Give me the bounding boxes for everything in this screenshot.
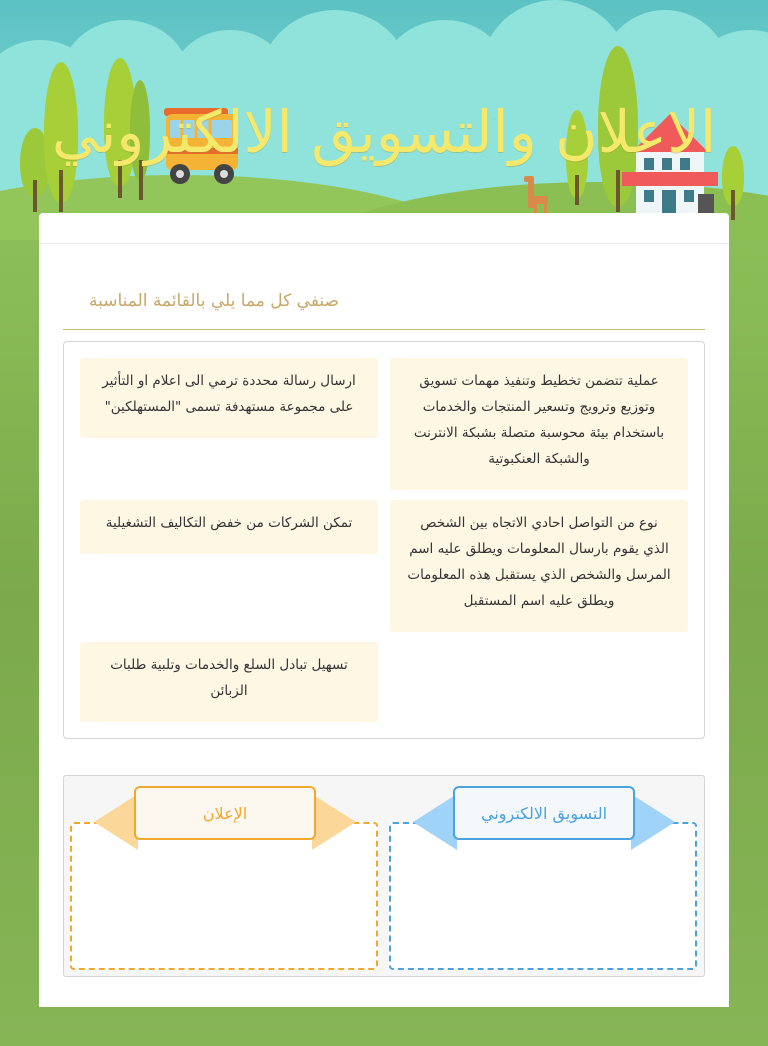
draggable-item[interactable]: نوع من التواصل احادي الاتجاه بين الشخص الذي يقوم بارسال المعلومات ويطلق عليه اسم المرسل والشخص الذي يستقبل هذه المعلومات ويطلق عليه اسم المستقبل bbox=[390, 500, 688, 632]
header-banner bbox=[0, 0, 768, 240]
draggable-item[interactable]: ارسال رسالة محددة ترمي الى اعلام او التأثير على مجموعة مستهدفة تسمى "المستهلكين" bbox=[80, 358, 378, 438]
question-text: صنفي كل مما يلي بالقائمة المناسبة bbox=[88, 291, 339, 311]
items-pool bbox=[63, 341, 705, 739]
draggable-item[interactable]: تسهيل تبادل السلع والخدمات وتلبية طلبات الزبائن bbox=[80, 642, 378, 722]
draggable-item[interactable]: عملية تتضمن تخطيط وتنفيذ مهمات تسويق وتوزيع وترويج وتسعير المنتجات والخدمات باستخدام بيئة محوسبة متصلة بشبكة الانترنت والشبكة العنكبوتية bbox=[390, 358, 688, 490]
category-ribbon-advertising bbox=[94, 786, 356, 840]
page-title: الاعلان والتسويق الالكتروني bbox=[51, 98, 717, 166]
category-ribbon-e-marketing bbox=[413, 786, 675, 840]
category-label-e-marketing: التسويق الالكتروني bbox=[453, 786, 635, 840]
divider bbox=[63, 329, 705, 330]
giraffe-illustration bbox=[522, 174, 552, 218]
category-label-advertising: الإعلان bbox=[134, 786, 316, 840]
divider bbox=[39, 243, 729, 244]
drop-area bbox=[63, 775, 705, 977]
draggable-item[interactable]: تمكن الشركات من خفض التكاليف التشغيلية bbox=[80, 500, 378, 554]
activity-card bbox=[39, 213, 729, 1007]
